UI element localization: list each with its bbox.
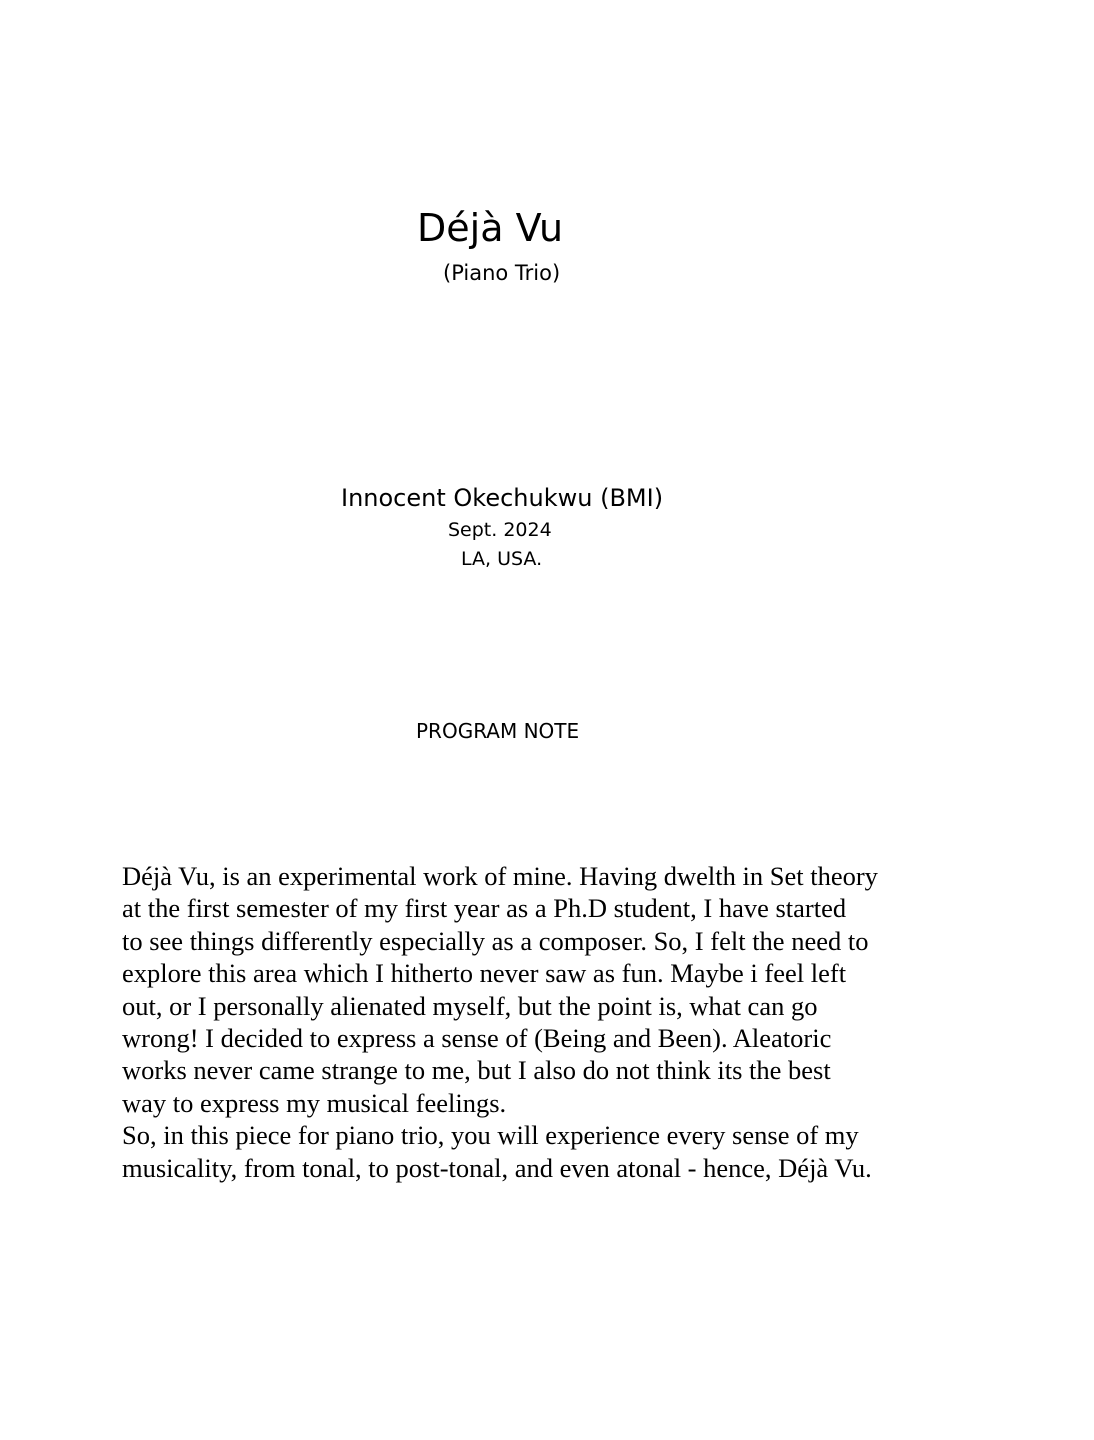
- program-note-heading: PROGRAM NOTE: [416, 719, 580, 743]
- program-note-body: [122, 860, 982, 1184]
- program-note-line: So, in this piece for piano trio, you will experience every sense of my: [122, 1120, 859, 1151]
- program-note-line: works never came strange to me, but I also do not think its the best: [122, 1055, 831, 1086]
- program-note-line: way to express my musical feelings.: [122, 1087, 507, 1118]
- piece-subtitle: (Piano Trio): [443, 261, 561, 285]
- composition-date: Sept. 2024: [448, 519, 552, 541]
- composer-name: Innocent Okechukwu (BMI): [341, 484, 664, 512]
- program-note-line: at the first semester of my first year as a Ph.D student, I have started: [122, 893, 847, 924]
- program-note-line: to see things differently especially as a composer. So, I felt the need to: [122, 925, 869, 956]
- piece-title: Déjà Vu: [417, 206, 564, 250]
- program-note-line: wrong! I decided to express a sense of (Being and Been). Aleatoric: [122, 1023, 832, 1054]
- program-note-line: Déjà Vu, is an experimental work of mine. Having dwelth in Set theory: [122, 861, 878, 891]
- program-note-line: explore this area which I hitherto never saw as fun. Maybe i feel left: [122, 958, 847, 989]
- program-note-line: musicality, from tonal, to post-tonal, and even atonal - hence, Déjà Vu.: [122, 1152, 872, 1183]
- composition-place: LA, USA.: [461, 548, 543, 570]
- program-note-line: out, or I personally alienated myself, but the point is, what can go: [122, 990, 818, 1021]
